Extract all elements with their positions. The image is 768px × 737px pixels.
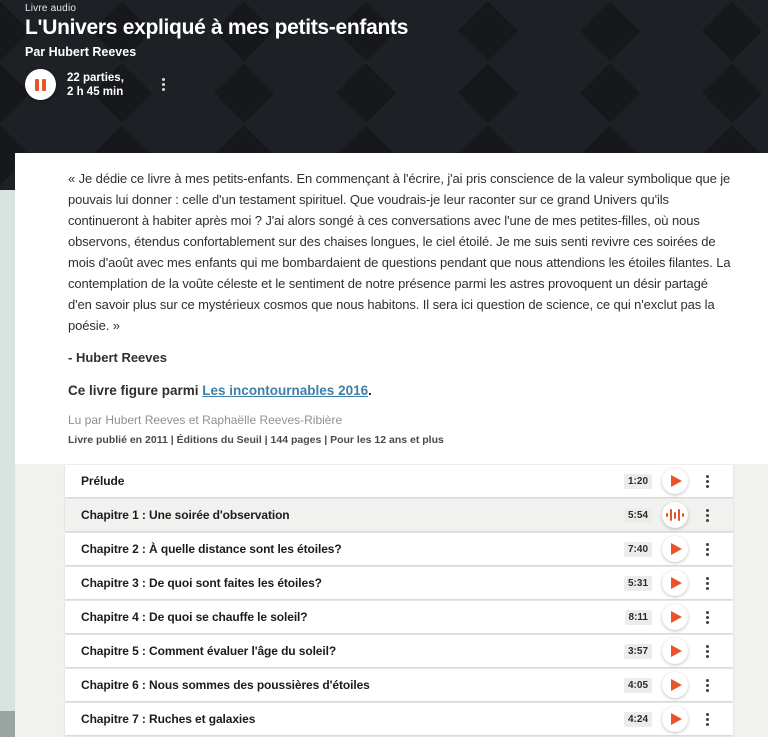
chapter-title: Prélude (81, 474, 125, 488)
play-icon (671, 577, 682, 589)
mention-line (68, 383, 735, 398)
mention-suffix: . (368, 383, 372, 398)
kebab-menu-icon[interactable] (158, 74, 169, 95)
mention-prefix: Ce livre figure parmi (68, 383, 203, 398)
chapter-title: Chapitre 7 : Ruches et galaxies (81, 712, 256, 726)
chapter-row[interactable] (65, 635, 733, 667)
kebab-menu-icon[interactable] (702, 607, 713, 628)
play-button[interactable] (662, 638, 688, 664)
pause-icon (35, 79, 39, 91)
hero-content (0, 0, 768, 100)
chapter-title: Chapitre 2 : À quelle distance sont les étoiles? (81, 542, 342, 556)
play-icon (671, 645, 682, 657)
equalizer-icon (666, 508, 685, 522)
play-button[interactable] (662, 672, 688, 698)
total-duration: 2 h 45 min (67, 85, 124, 98)
chapter-duration: 3:57 (624, 644, 652, 659)
chapter-duration: 5:31 (624, 576, 652, 591)
kebab-menu-icon[interactable] (702, 471, 713, 492)
narrator-line: Lu par Hubert Reeves et Raphaëlle Reeves-Ribière (68, 413, 343, 427)
book-title: L'Univers expliqué à mes petits-enfants (25, 16, 409, 39)
play-button[interactable] (662, 604, 688, 630)
publication-info: Livre publié en 2011 | Éditions du Seuil | 144 pages | Pour les 12 ans et plus (68, 434, 444, 446)
book-detail-card (15, 153, 768, 726)
play-icon (671, 713, 682, 725)
chapter-duration: 8:11 (625, 610, 652, 625)
book-author: Par Hubert Reeves (25, 45, 137, 59)
kebab-menu-icon[interactable] (702, 505, 713, 526)
player-controls (25, 69, 768, 100)
play-button[interactable] (662, 706, 688, 732)
quote-author: - Hubert Reeves (68, 350, 167, 365)
book-description (15, 153, 768, 464)
chapter-row[interactable] (65, 703, 733, 735)
kebab-menu-icon[interactable] (702, 709, 713, 730)
chapter-row[interactable] (65, 601, 733, 633)
play-icon (671, 611, 682, 623)
chapter-title: Chapitre 4 : De quoi se chauffe le soleil? (81, 610, 308, 624)
play-button[interactable] (662, 536, 688, 562)
chapter-duration: 5:54 (624, 508, 652, 523)
play-button[interactable] (662, 570, 688, 596)
content-type-label: Livre audio (25, 3, 77, 14)
play-button[interactable] (662, 468, 688, 494)
chapter-row[interactable] (65, 533, 733, 565)
pause-icon (42, 79, 46, 91)
chapter-title: Chapitre 5 : Comment évaluer l'âge du soleil? (81, 644, 337, 658)
chapter-title: Chapitre 1 : Une soirée d'observation (81, 508, 290, 522)
kebab-menu-icon[interactable] (702, 573, 713, 594)
chapter-list (15, 464, 768, 737)
chapter-duration: 1:20 (624, 474, 652, 489)
kebab-menu-icon[interactable] (702, 675, 713, 696)
chapter-row[interactable] (65, 669, 733, 701)
play-icon (671, 475, 682, 487)
chapter-row[interactable] (65, 499, 733, 531)
play-button[interactable] (662, 502, 688, 528)
chapter-title: Chapitre 3 : De quoi sont faites les étoiles? (81, 576, 322, 590)
pause-button[interactable] (25, 69, 56, 100)
parts-duration-info (67, 71, 124, 99)
chapter-title: Chapitre 6 : Nous sommes des poussières d'étoiles (81, 678, 370, 692)
chapter-duration: 4:24 (624, 712, 652, 727)
chapter-row[interactable] (65, 567, 733, 599)
kebab-menu-icon[interactable] (702, 641, 713, 662)
chapter-row[interactable] (65, 465, 733, 497)
chapter-duration: 7:40 (624, 542, 652, 557)
parts-count: 22 parties, (67, 71, 124, 84)
play-icon (671, 543, 682, 555)
kebab-menu-icon[interactable] (702, 539, 713, 560)
play-icon (671, 679, 682, 691)
incontournables-link[interactable]: Les incontournables 2016 (202, 383, 369, 398)
book-quote: « Je dédie ce livre à mes petits-enfants. En commençant à l'écrire, j'ai pris conscience de la valeur symbolique que je pouvais lui donner : celle d'un testament spirituel. Que voudrais-je leur raconter sur ce grand Univers qu'ils continueront à habiter après moi ? J'ai alors songé à ces conversations avec l'une de mes petites-filles, où nous observons, étendus confortablement sur des chaises longues, le ciel étoilé. Je me suis senti revivre ces soirées de mois d'août avec mes enfants qui me bombardaient de questions pendant que nous attendions les étoiles filantes. La contemplation de la voûte céleste et le sentiment de notre présence parmi les astres provoquent un désir partagé d'en savoir plus sur ce mystérieux cosmos que nous habitons. Il sera ici question de science, ce qui n'exclut pas la poésie. » (68, 171, 731, 333)
chapter-duration: 4:05 (624, 678, 652, 693)
